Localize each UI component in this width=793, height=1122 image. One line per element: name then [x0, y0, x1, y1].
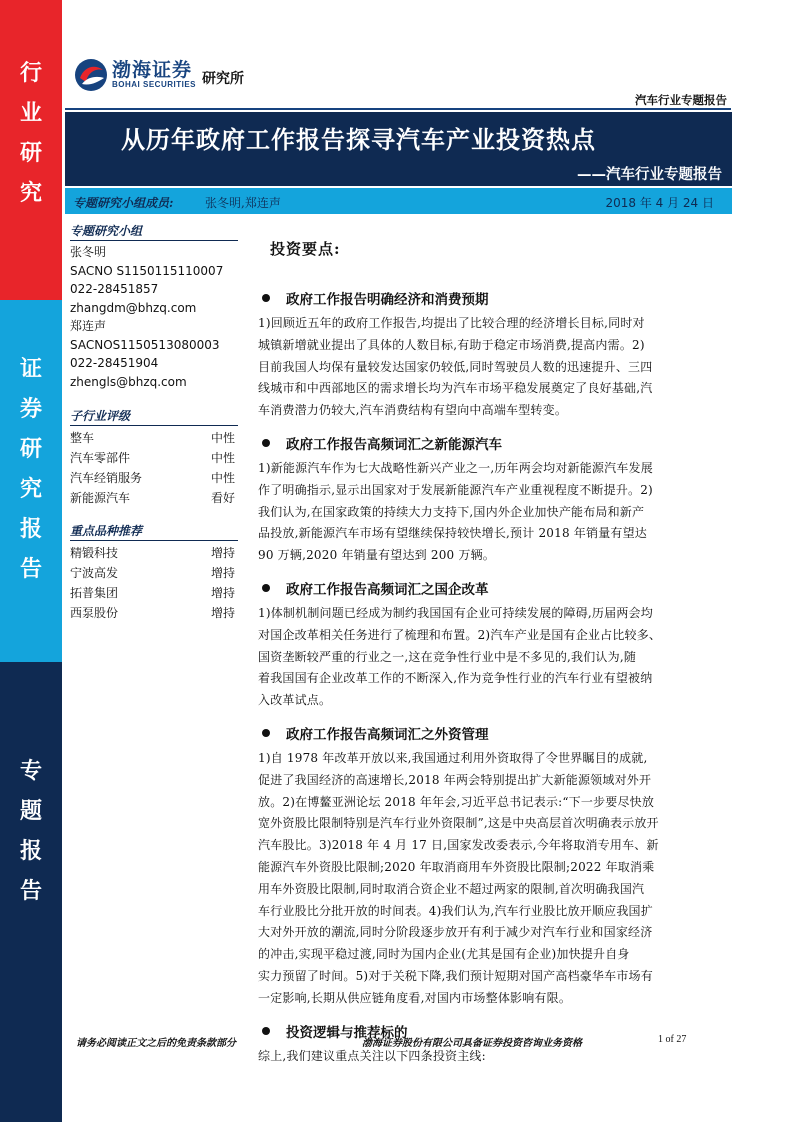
paragraph-line: 入改革试点。 — [258, 693, 332, 708]
band-char: 行 — [19, 60, 42, 86]
stock-name: 拓普集团 — [70, 586, 119, 600]
band-char: 研 — [19, 140, 42, 166]
stock-name: 西泵股份 — [70, 606, 119, 620]
band-char: 业 — [19, 100, 42, 126]
highlight-section — [258, 722, 734, 1010]
band-securities-report — [0, 300, 62, 662]
main-content — [258, 238, 734, 1067]
paragraph-line: 我们认为,在国家政策的持续大力支持下,国内外企业加快产能布局和新产 — [258, 504, 645, 519]
section-title-text: 政府工作报告明确经济和消费预期 — [286, 292, 489, 308]
section-title-text: 投资逻辑与推荐标的 — [286, 1024, 408, 1041]
paragraph-line: 汽车股比。3)2018 年 4 月 17 日,国家发改委表示,今年将取消专用车、新 — [258, 838, 659, 853]
band-char: 告 — [19, 556, 42, 582]
section-title-text: 政府工作报告高频词汇之国企改革 — [286, 581, 489, 598]
section-title — [258, 432, 734, 454]
band-char: 券 — [19, 396, 42, 422]
paragraph-line: 90 万辆,2020 年销量有望达到 200 万辆。 — [258, 548, 495, 563]
paragraph-line: 线城市和中西部地区的需求增长均为汽车市场平稳发展奠定了良好基础,汽 — [258, 381, 653, 396]
stock-name: 精锻科技 — [70, 546, 119, 560]
institute-label: 研究所 — [202, 71, 245, 87]
left-category-band — [0, 0, 62, 1122]
band-char: 告 — [19, 878, 42, 904]
subsector-rating: 中性 — [210, 431, 235, 445]
band-industry-research — [0, 0, 62, 300]
highlight-section — [258, 287, 734, 422]
band-special-report — [0, 662, 62, 1122]
paragraph-line: 品投放,新能源汽车市场有望继续保持较快增长,预计 2018 年销量有望达 — [258, 526, 647, 541]
pick-row — [70, 583, 238, 603]
paragraph-line: 1)体制机制问题已经成为制约我国国有企业可持续发展的障碍,历届两会均 — [258, 605, 653, 620]
paragraph-line: 用车外资股比限制,同时取消合资企业不超过两家的限制,首次明确我国汽 — [258, 881, 645, 896]
logo-company-name-en: BOHAI SECURITIES — [112, 80, 197, 89]
pick-row — [70, 563, 238, 583]
subsector-rating: 中性 — [210, 471, 235, 485]
bullet-icon — [262, 294, 270, 302]
paragraph-line: 放。2)在博鳌亚洲论坛 2018 年年会,习近平总书记表示:“下一步要尽快放 — [258, 794, 655, 809]
section-title — [258, 577, 734, 599]
bullet-icon — [262, 1027, 270, 1035]
subsector-rating: 中性 — [210, 451, 235, 465]
stock-name: 宁波高发 — [70, 566, 119, 580]
key-picks-list — [70, 543, 238, 623]
band-char: 报 — [19, 516, 42, 542]
band-char: 究 — [19, 476, 42, 502]
team-contact-line: zhengls@bhzq.com — [70, 374, 187, 389]
paragraph-line: 国资垄断较严重的行业之一,这在竞争性行业中是不多见的,我们认为,随 — [258, 649, 637, 664]
section-paragraph — [258, 603, 734, 712]
team-info-bar — [65, 188, 732, 214]
paragraph-line: 1)新能源汽车作为七大战略性新兴产业之一,历年两会均对新能源汽车发展 — [258, 460, 653, 475]
paragraph-line: 的冲击,实现平稳过渡,同时为国内企业(尤其是国有企业)加快提升自身 — [258, 947, 630, 962]
band-char: 究 — [19, 180, 42, 206]
subsector-name: 汽车零部件 — [70, 451, 131, 465]
paragraph-line: 车行业股比分批开放的时间表。4)我们认为,汽车行业股比放开顺应我国扩 — [258, 903, 653, 918]
rating-row — [70, 488, 238, 508]
bohai-logo-icon — [74, 58, 108, 92]
stock-rating: 增持 — [210, 566, 235, 580]
section-paragraph — [258, 313, 734, 422]
title-banner — [65, 112, 732, 186]
sidebar — [70, 222, 238, 623]
highlight-section — [258, 432, 734, 567]
team-contact-line: 郑连声 — [70, 319, 107, 333]
key-picks-heading: 重点品种推荐 — [70, 522, 238, 541]
subsector-rating-heading: 子行业评级 — [70, 407, 238, 426]
paragraph-line: 综上,我们建议重点关注以下四条投资主线: — [258, 1048, 486, 1063]
report-type-label: 汽车行业专题报告 — [635, 93, 727, 107]
rating-row — [70, 448, 238, 468]
subsector-name: 汽车经销服务 — [70, 471, 143, 485]
footer-disclaimer: 请务必阅读正文之后的免责条款部分 — [76, 1038, 236, 1049]
section-title-text: 政府工作报告高频词汇之新能源汽车 — [286, 436, 502, 453]
stock-rating: 增持 — [210, 546, 235, 560]
paragraph-line: 宽外资股比限制特别是汽车行业外资限制”,这是中央高层首次明确表示放开 — [258, 816, 659, 831]
team-contact-line: zhangdm@bhzq.com — [70, 300, 197, 315]
paragraph-line: 作了明确指示,显示出国家对于发展新能源汽车产业重视程度不断提升。2) — [258, 482, 653, 497]
bullet-icon — [262, 439, 270, 447]
stock-rating: 增持 — [210, 606, 235, 620]
highlight-section — [258, 577, 734, 712]
paragraph-line: 车消费潜力仍较大,汽车消费结构有望向中高端车型转变。 — [258, 403, 568, 418]
paragraph-line: 城镇新增就业提出了具体的人数目标,有助于稳定市场消费,提高内需。2) — [258, 337, 645, 352]
section-title — [258, 722, 734, 744]
paragraph-line: 促进了我国经济的高速增长,2018 年两会特别提出扩大新能源领域对外开 — [258, 772, 652, 787]
team-heading: 专题研究小组 — [70, 222, 238, 241]
subsector-name: 新能源汽车 — [70, 491, 131, 505]
pick-row — [70, 543, 238, 563]
paragraph-line: 能源汽车外资股比限制;2020 年取消商用车外资股比限制;2022 年取消乘 — [258, 859, 655, 874]
bullet-icon — [262, 584, 270, 592]
subsector-rating-list — [70, 428, 238, 508]
paragraph-line: 着我国国有企业改革工作的不断深入,作为竞争性行业的汽车行业有望被纳 — [258, 671, 653, 686]
team-names: 张冬明,郑连声 — [205, 196, 281, 210]
subsector-rating: 看好 — [210, 491, 235, 505]
team-label: 专题研究小组成员: — [73, 196, 174, 210]
page-number: 1 of 27 — [658, 1034, 687, 1045]
footer-qualification: 渤海证券股份有限公司具备证券投资咨询业务资格 — [362, 1038, 582, 1049]
report-subtitle: ——汽车行业专题报告 — [577, 167, 722, 183]
investment-highlights-heading: 投资要点: — [270, 240, 341, 258]
section-title — [258, 287, 734, 309]
paragraph-line: 1)自 1978 年改革开放以来,我国通过利用外资取得了令世界瞩目的成就, — [258, 750, 648, 765]
team-contact-line: 022-28451857 — [70, 282, 159, 296]
team-contact-line: SACNO S1150115110007 — [70, 263, 224, 278]
section-paragraph — [258, 748, 734, 1010]
bullet-icon — [262, 729, 270, 737]
subsector-name: 整车 — [70, 431, 95, 445]
paragraph-line: 大对外开放的潮流,同时分阶段逐步放开有利于减少对汽车行业和国家经济 — [258, 925, 653, 940]
band-char: 专 — [19, 758, 42, 784]
paragraph-line: 1)回顾近五年的政府工作报告,均提出了比较合理的经济增长目标,同时对 — [258, 316, 645, 330]
paragraph-line: 实力预留了时间。5)对于关税下降,我们预计短期对国产高档豪华车市场有 — [258, 968, 653, 983]
rating-row — [70, 468, 238, 488]
paragraph-line: 对国企改革相关任务进行了梳理和布置。2)汽车产业是国有企业占比较多、 — [258, 627, 662, 642]
team-contact-line: SACNOS1150513080003 — [70, 337, 220, 352]
team-contact-line: 张冬明 — [70, 245, 107, 259]
company-logo — [74, 58, 244, 92]
band-char: 证 — [19, 356, 42, 382]
pick-row — [70, 603, 238, 623]
highlight-sections — [258, 287, 734, 1067]
team-contact-line: 022-28451904 — [70, 356, 159, 370]
band-char: 报 — [19, 838, 42, 864]
section-title-text: 政府工作报告高频词汇之外资管理 — [286, 726, 489, 743]
paragraph-line: 目前我国人均保有量较发达国家仍较低,同时驾驶员人数的迅速提升、三四 — [258, 359, 653, 374]
team-contact-list — [70, 243, 238, 391]
band-char: 题 — [19, 798, 42, 824]
rating-row — [70, 428, 238, 448]
logo-company-name-cn: 渤海证券 — [112, 59, 193, 81]
report-title: 从历年政府工作报告探寻汽车产业投资热点 — [121, 126, 596, 154]
band-char: 研 — [19, 436, 42, 462]
stock-rating: 增持 — [210, 586, 235, 600]
paragraph-line: 一定影响,长期从供应链角度看,对国内市场整体影响有限。 — [258, 990, 572, 1005]
section-paragraph — [258, 458, 734, 567]
header-divider — [65, 108, 731, 110]
report-date: 2018 年 4 月 24 日 — [605, 196, 714, 210]
